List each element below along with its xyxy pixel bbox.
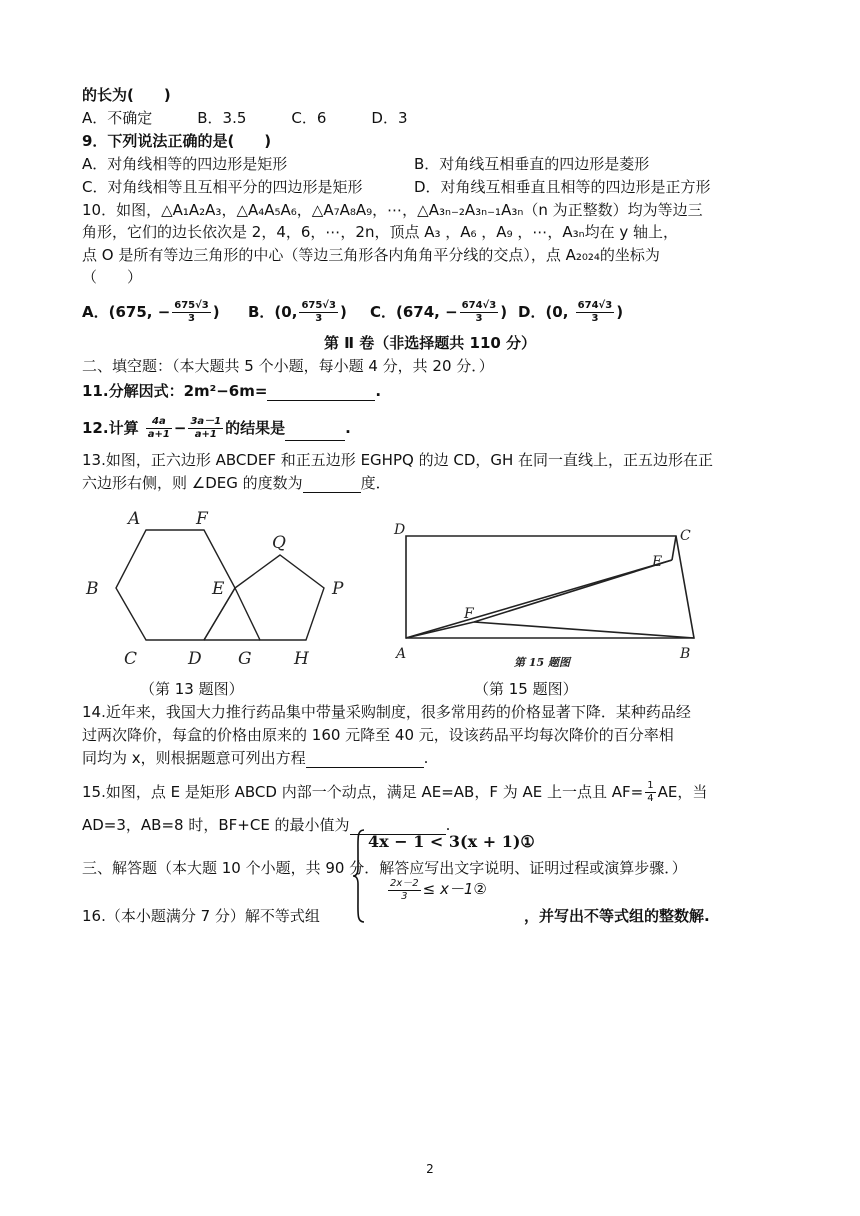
- figure-13-hexagon-pentagon: [82, 506, 372, 672]
- q16-post: ，并写出不等式组的整数解.: [524, 907, 710, 925]
- label-f: F: [464, 606, 474, 622]
- q15-line2: AD=3，AB=8 时，BF+CE 的最小值为 .: [82, 816, 451, 834]
- label-c: C: [124, 649, 138, 669]
- label-c: C: [680, 528, 691, 544]
- label-b: B: [680, 646, 691, 662]
- q9-stem: 9．下列说法正确的是( ): [82, 132, 272, 150]
- part3-section-heading: 三、解答题（本大题 10 个小题，共 90 分．解答应写出文字说明、证明过程或演算步骤．）: [82, 859, 687, 877]
- q10-option-b: B．(0, $\frac{675√3}{3}$ ): [248, 300, 347, 324]
- q10-line3: 点 O 是所有等边三角形的中心（等边三角形各内角角平分线的交点），点 A₂₀₂₄的坐标为: [82, 246, 660, 264]
- q10-option-d: D．(0, $\frac{674√3}{3}$ ): [518, 300, 624, 324]
- label-q: Q: [272, 533, 286, 553]
- q16-inequality-system: [352, 828, 535, 924]
- q14-line3: 同均为 x，则根据题意可列出方程 .: [82, 749, 429, 767]
- label-h: H: [294, 649, 309, 669]
- label-d: D: [394, 522, 406, 538]
- q14-line1: 14.近年来，我国大力推行药品集中带量采购制度，很多常用药的价格显著下降．某种药品经: [82, 703, 691, 721]
- q10-line4: （ ）: [82, 268, 143, 286]
- q16-inequality-1: 4x − 1 < 3(x + 1)①: [368, 832, 535, 851]
- q12-answer-blank[interactable]: [285, 424, 345, 441]
- q13-line2: 六边形右侧，则 ∠DEG 的度数为 度．: [82, 474, 391, 492]
- figure-15-inner-caption: 第 15 题图: [514, 656, 570, 669]
- q15-line1: 15.如图，点 E 是矩形 ABCD 内部一个动点，满足 AE=AB，F 为 AE 上一点且 AF= $\frac{1}{4}$ AE，当: [82, 780, 708, 804]
- q11-text: 11.分解因式：2m²−6m= .: [82, 382, 382, 400]
- q9-option-a: A．对角线相等的四边形是矩形: [82, 155, 288, 173]
- q9-option-b: B．对角线互相垂直的四边形是菱形: [414, 155, 650, 173]
- q8-options: A．不确定 B．3.5 C．6 D．3: [82, 109, 408, 127]
- q10-option-a: A．(675, − $\frac{675√3}{3}$ ): [82, 300, 220, 324]
- part2-title: 第 Ⅱ 卷（非选择题共 110 分）: [323, 334, 537, 352]
- q16-pre: 16.（本小题满分 7 分）解不等式组: [82, 907, 320, 925]
- q9-option-c: C．对角线相等且互相平分的四边形是矩形: [82, 178, 363, 196]
- label-f: F: [196, 509, 208, 529]
- page-number: 2: [426, 1162, 434, 1176]
- q9-option-d: D．对角线互相垂直且相等的四边形是正方形: [414, 178, 711, 196]
- q8-stem-tail: 的长为( ): [82, 86, 171, 104]
- q10-line2: 角形，它们的边长依次是 2，4，6，⋯，2n，顶点 A₃ ，A₆ ，A₉ ，⋯，A₃ₙ均在 y 轴上，: [82, 223, 679, 241]
- q11-answer-blank[interactable]: [267, 384, 375, 401]
- rectangle-abcd: [406, 536, 694, 638]
- part2-section-heading: 二、填空题：（本大题共 5 个小题，每小题 4 分，共 20 分．）: [82, 357, 494, 375]
- q12-text: 12.计算 $\frac{4a}{a+1}$ − $\frac{3a-1}{a+1}$ 的结果是 .: [82, 416, 351, 440]
- label-p: P: [332, 579, 344, 599]
- label-g: G: [238, 649, 252, 669]
- label-b: B: [86, 579, 99, 599]
- q14-line2: 过两次降价，每盒的价格由原来的 160 元降至 40 元，设该药品平均每次降价的百分率相: [82, 726, 674, 744]
- label-d: D: [188, 649, 202, 669]
- q10-option-c: C．(674, − $\frac{674√3}{3}$ ): [370, 300, 508, 324]
- label-a: A: [128, 509, 141, 529]
- figure-13-caption: （第 13 题图）: [140, 680, 244, 698]
- left-brace-icon: [352, 828, 366, 924]
- figure-15-rectangle: [392, 518, 712, 674]
- figure-15-caption: （第 15 题图）: [474, 680, 578, 698]
- label-e: E: [212, 579, 225, 599]
- label-a: A: [396, 646, 407, 662]
- pentagon-eghpq: [235, 555, 324, 640]
- q10-line1: 10．如图，△A₁A₂A₃，△A₄A₅A₆，△A₇A₈A₉，⋯，△A₃ₙ₋₂A₃ₙ₋₁A₃ₙ（n 为正整数）均为等边三: [82, 201, 703, 219]
- q14-answer-blank[interactable]: [306, 751, 424, 768]
- q16-inequality-2: $\frac{2x-2}{3}$ ≤ x－1②: [390, 878, 487, 902]
- q13-line1: 13.如图，正六边形 ABCDEF 和正五边形 EGHPQ 的边 CD，GH 在同一直线上，正五边形在正: [82, 451, 714, 469]
- label-e: E: [652, 554, 663, 570]
- q13-answer-blank[interactable]: [303, 476, 361, 493]
